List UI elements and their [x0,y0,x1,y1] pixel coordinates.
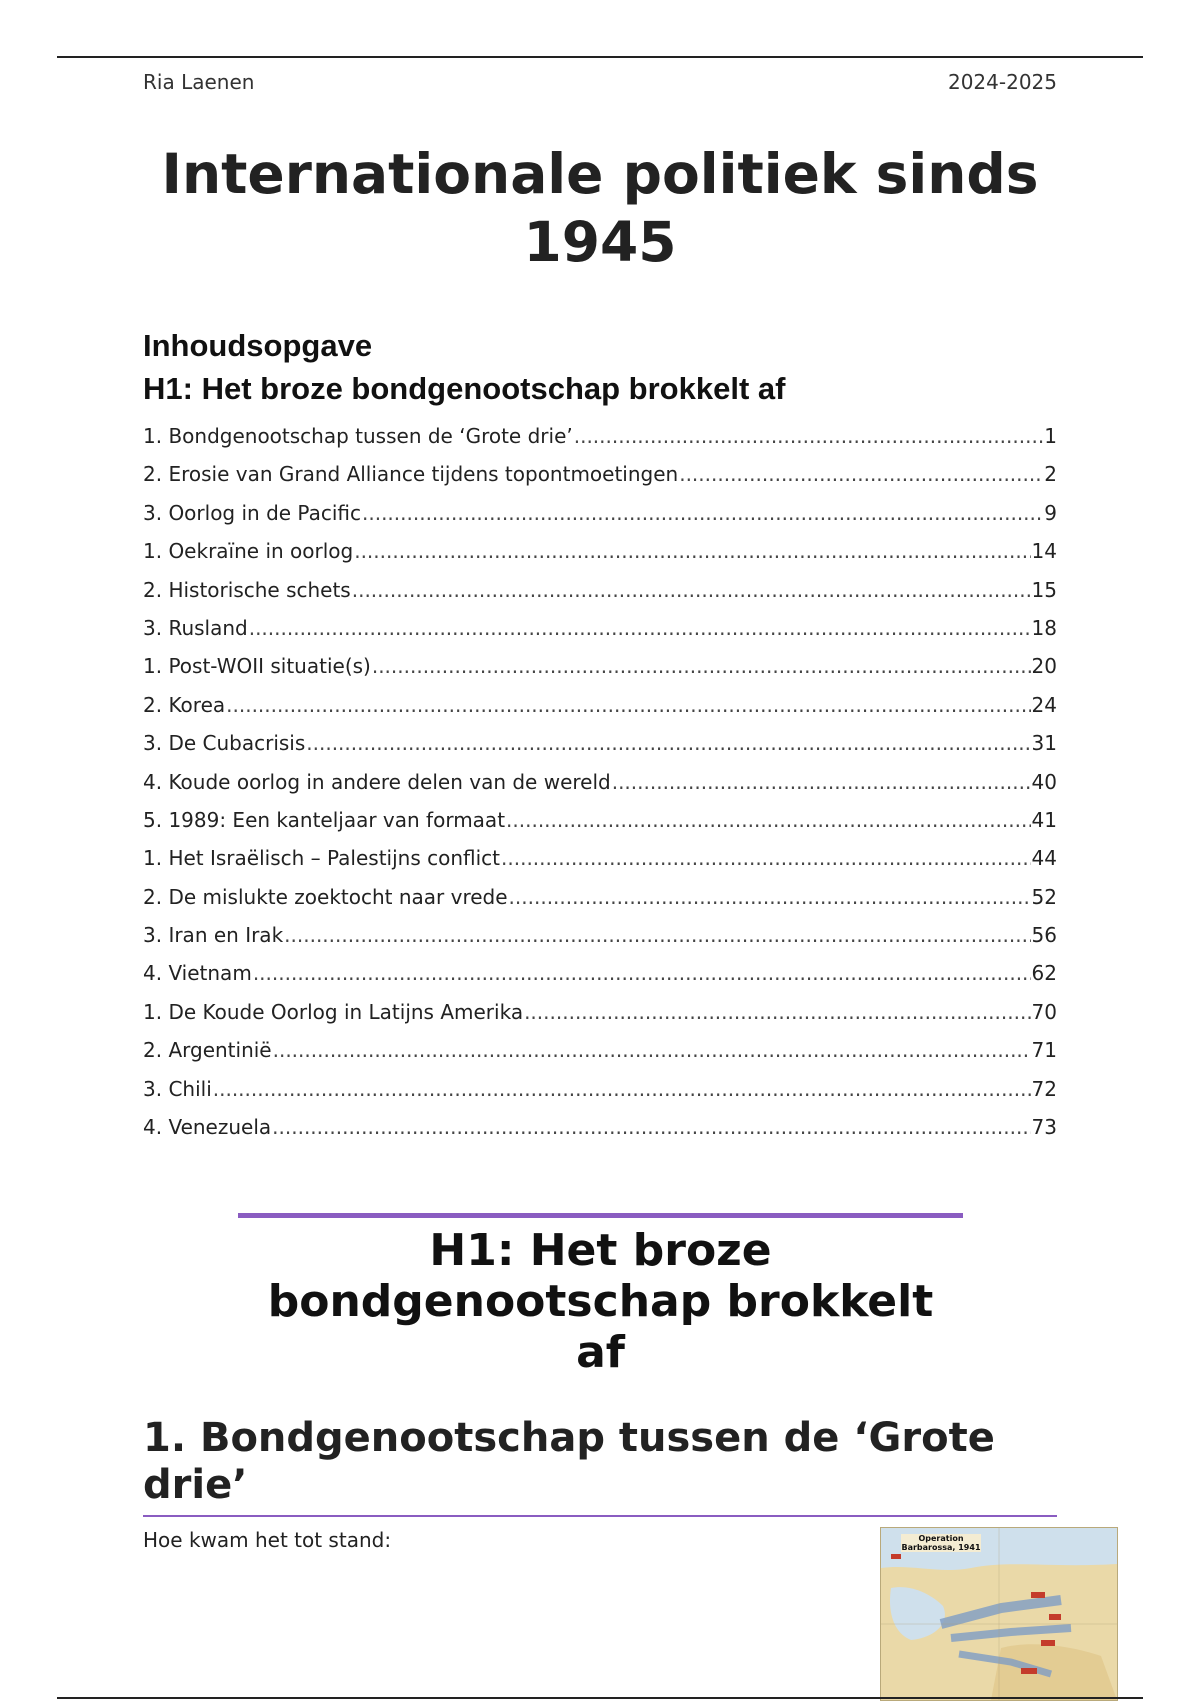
toc-entry-label: 2. Argentinië [143,1038,272,1063]
toc-entry-page: 15 [1031,577,1057,602]
toc-entry-label: 4. Vietnam [143,961,252,986]
section-underline [143,1515,1057,1517]
toc-entry[interactable] [143,693,1057,731]
toc-leader-dots [612,770,1031,794]
toc-entry-page: 72 [1031,1076,1057,1101]
document-title: Internationale politiek sinds 1945 [161,142,1039,274]
header-year: 2024-2025 [947,70,1057,94]
header-author: Ria Laenen [143,70,255,94]
toc-entry-label: 3. De Cubacrisis [143,731,306,756]
toc-entry[interactable] [143,462,1057,500]
toc-entry[interactable] [143,1038,1057,1076]
toc-entry-page: 71 [1031,1038,1057,1063]
toc-leader-dots [352,578,1031,602]
toc-entry-label: 3. Iran en Irak [143,923,284,948]
toc-heading: Inhoudsopgave [143,328,373,363]
toc-entry-page: 14 [1031,539,1057,564]
toc-entry-page: 9 [1044,500,1057,525]
section-question: Hoe kwam het tot stand: [143,1528,392,1552]
toc-leader-dots [226,693,1030,717]
toc-leader-dots [372,654,1031,678]
toc-leader-dots [506,808,1031,832]
toc-entry-label: 2. Korea [143,692,226,717]
toc-entry-label: 4. Koude oorlog in andere delen van de wereld [143,769,611,794]
toc-entry-page: 41 [1031,807,1057,832]
toc-entry-label: 1. Bondgenootschap tussen de ‘Grote drie’ [143,424,573,448]
toc-entry[interactable] [143,654,1057,692]
chapter-divider [238,1213,963,1218]
toc-entry[interactable] [143,770,1057,808]
toc-entry-label: 1. Oekraïne in oorlog [143,539,354,564]
toc-entry[interactable] [143,1077,1057,1115]
map-graphic [881,1528,1117,1700]
toc-entry-page: 52 [1031,884,1057,909]
footer-rule [57,1697,1143,1699]
toc-entry[interactable] [143,846,1057,884]
toc-entry-page: 18 [1031,615,1057,640]
toc-entry-page: 1 [1044,424,1057,448]
toc-entry-label: 2. De mislukte zoektocht naar vrede [143,884,508,909]
toc-entry[interactable] [143,885,1057,923]
toc-entry[interactable] [143,808,1057,846]
toc-entry-label: 1. De Koude Oorlog in Latijns Amerika [143,999,524,1024]
toc-leader-dots [509,885,1031,909]
toc-entry-page: 40 [1031,769,1057,794]
table-of-contents [143,424,1057,1153]
toc-entry-label: 1. Het Israëlisch – Palestijns conflict [143,846,501,871]
toc-leader-dots [679,462,1043,486]
toc-leader-dots [272,1115,1030,1139]
toc-entry-label: 3. Oorlog in de Pacific [143,500,361,525]
toc-entry[interactable] [143,539,1057,577]
toc-entry[interactable] [143,578,1057,616]
toc-entry-page: 62 [1031,961,1057,986]
toc-leader-dots [362,501,1043,525]
toc-leader-dots [249,616,1031,640]
toc-leader-dots [306,731,1030,755]
toc-leader-dots [284,923,1030,947]
toc-leader-dots [273,1038,1031,1062]
section-title: 1. Bondgenootschap tussen de ‘Grote drie’ [143,1415,995,1508]
toc-leader-dots [574,424,1044,448]
toc-leader-dots [253,961,1031,985]
toc-entry-page: 44 [1031,846,1057,871]
toc-entry-label: 4. Venezuela [143,1115,272,1140]
toc-entry-page: 70 [1031,999,1057,1024]
toc-entry-page: 20 [1031,654,1057,679]
toc-leader-dots [354,539,1030,563]
toc-entry-page: 31 [1031,731,1057,756]
toc-entry-page: 56 [1031,923,1057,948]
toc-entry[interactable] [143,424,1057,462]
toc-leader-dots [213,1077,1031,1101]
toc-entry-label: 3. Chili [143,1076,212,1101]
toc-entry[interactable] [143,616,1057,654]
toc-entry[interactable] [143,961,1057,999]
toc-leader-dots [524,1000,1030,1024]
toc-entry-label: 1. Post-WOII situatie(s) [143,654,371,679]
toc-entry[interactable] [143,923,1057,961]
toc-entry[interactable] [143,501,1057,539]
map-title: Operation Barbarossa, 1941 [901,1534,981,1552]
toc-entry-label: 3. Rusland [143,615,248,640]
toc-entry-label: 2. Historische schets [143,577,351,602]
toc-leader-dots [501,846,1031,870]
toc-entry-page: 24 [1031,692,1057,717]
toc-chapter-heading: H1: Het broze bondgenootschap brokkelt af [143,371,786,406]
toc-entry[interactable] [143,1000,1057,1038]
toc-entry[interactable] [143,1115,1057,1153]
toc-entry-page: 73 [1031,1115,1057,1140]
map-image [880,1527,1118,1701]
chapter-title: H1: Het broze bondgenootschap brokkelt af [267,1225,934,1378]
toc-entry[interactable] [143,731,1057,769]
toc-entry-label: 5. 1989: Een kanteljaar van formaat [143,807,506,832]
toc-entry-page: 2 [1044,462,1057,487]
header-rule [57,56,1143,58]
toc-entry-label: 2. Erosie van Grand Alliance tijdens topontmoetingen [143,462,679,487]
